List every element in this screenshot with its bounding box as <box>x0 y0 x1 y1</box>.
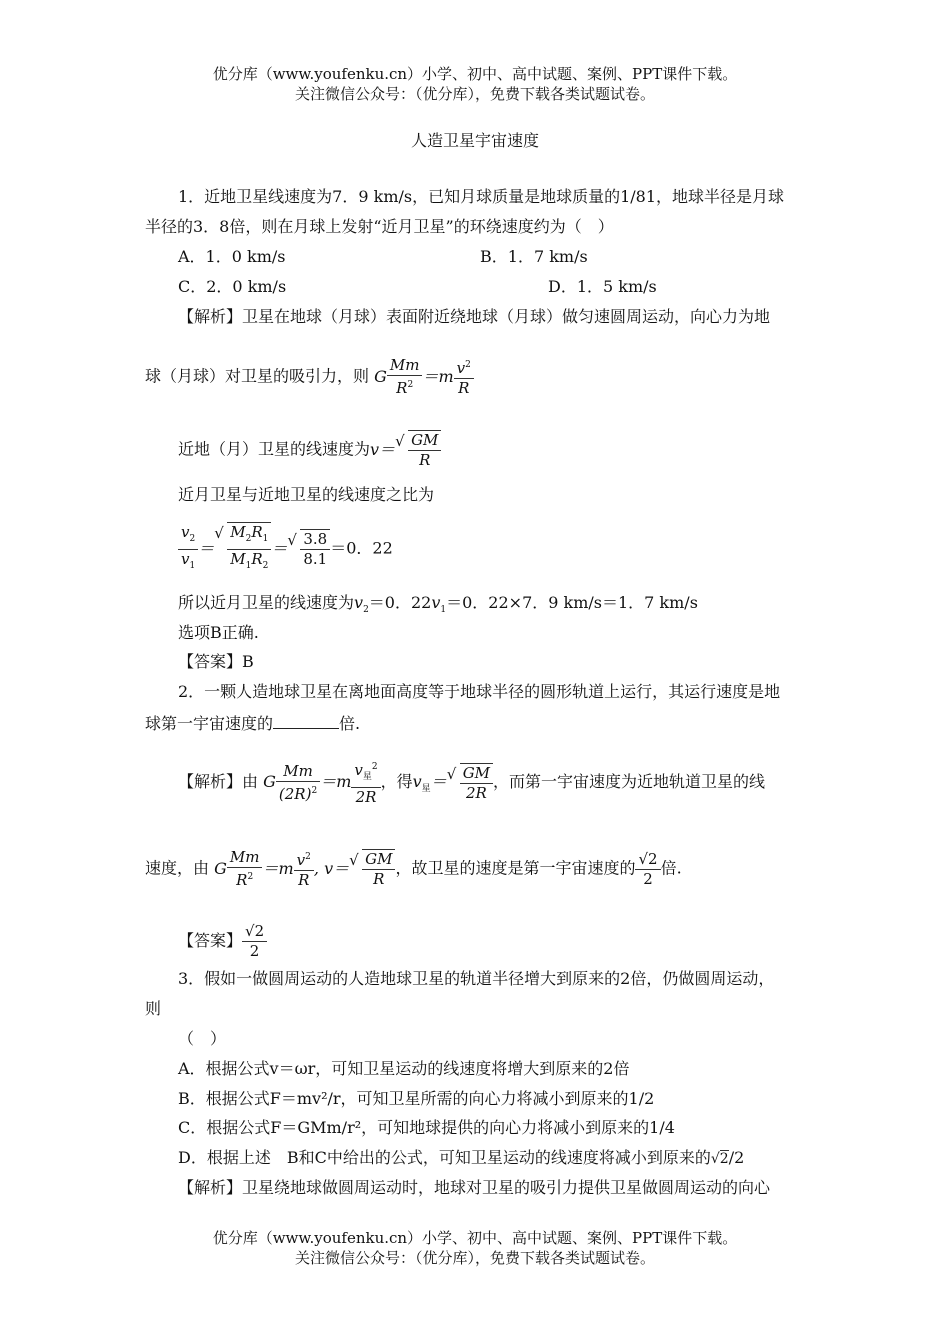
q3-option-c: C．根据公式F＝GMm/r²，可知地球提供的向心力将减小到原来的1/4 <box>178 1118 675 1137</box>
q1-option-c: C．2．0 km/s <box>178 277 287 296</box>
q2-answer-blank <box>273 712 339 729</box>
q1-answer-label: 【答案】 <box>178 652 243 671</box>
q2-analysis-text-2a: 速度，由 <box>145 858 210 878</box>
q1-option-a: A．1．0 km/s <box>178 247 286 266</box>
q1-analysis-text-2: 球（月球）对卫星的吸引力，则 <box>145 366 370 386</box>
q3-analysis-label: 【解析】 <box>178 1178 243 1197</box>
header-line-2: 关注微信公众号：（优分库），免费下载各类试题试卷。 <box>294 85 655 103</box>
q1-analysis-label: 【解析】 <box>178 307 243 326</box>
q1-answer: B <box>242 652 254 671</box>
q3-option-d <box>178 1147 744 1170</box>
q3-sqrt-two: √2 <box>710 1151 729 1167</box>
q3-option-b: B．根据公式F＝mv²/r，可知卫星所需的向心力将减小到原来的1/2 <box>178 1089 655 1108</box>
q1-option-d: D．1．5 km/s <box>548 277 657 296</box>
q1-gravity-equation: G $\frac{Mm}{R^2}$ ＝m $\frac{v^2}{R}$ <box>374 367 474 386</box>
q2-analysis-text-1b: ，得 <box>380 772 413 791</box>
q1-analysis-text-6b: ＝0．22 <box>368 593 432 612</box>
q1-ratio-result: ＝0．22 <box>330 538 393 558</box>
q1-analysis-line-3 <box>178 430 441 470</box>
q3-stem-line-1: 3．假如一做圆周运动的人造地球卫星的轨道半径增大到原来的2倍，仍做圆周运动， <box>178 969 775 988</box>
q1-analysis-line-2 <box>145 356 474 398</box>
q2-analysis-text-1a: 由 <box>242 772 259 791</box>
q2-analysis-line-2 <box>145 848 682 890</box>
q1-analysis-line-7: 选项B正确. <box>178 623 259 642</box>
q2-analysis-text-2c: 倍. <box>660 858 682 878</box>
q2-analysis-line-1 <box>178 758 765 807</box>
q3-paren: （ ） <box>178 1029 227 1048</box>
q3-option-a: A．根据公式v＝ωr，可知卫星运动的线速度将增大到原来的2倍 <box>178 1059 630 1078</box>
q1-analysis-text-6a: 所以近月卫星的线速度为 <box>178 593 355 612</box>
q2-gravity-equation: G $\frac{Mm}{(2R)^2}$ ＝m $\frac{v_星^2}{2R}$ <box>263 772 380 791</box>
q1-option-b: B．1．7 km/s <box>480 247 588 266</box>
q2-stem-text-2b: 倍. <box>339 714 361 733</box>
q3-analysis-line-1 <box>178 1177 770 1199</box>
q1-analysis-line-1 <box>178 306 770 328</box>
q2-stem-text-2a: 球第一宇宙速度的 <box>145 714 274 733</box>
footer-line-1: 优分库（www.youfenku.cn）小学、初中、高中试题、案例、PPT课件下载。 <box>212 1229 738 1247</box>
q1-answer-line <box>178 651 254 673</box>
q3-option-d-end: /2 <box>728 1148 745 1167</box>
q1-stem-line-1: 1．近地卫星线速度为7．9 km/s，已知月球质量是地球质量的1/81，地球半径是月球 <box>178 187 785 206</box>
q1-ratio-formula: $\frac{v_2}{v_1}$ ＝ √ $\frac{M_2R_1}{M_1R_2}$ ＝ √ $\frac{3.8}{8.1}$ <box>178 539 330 558</box>
q3-stem-line-2: 则 <box>145 999 162 1018</box>
q2-ratio-fraction: $\frac{√2}{2}$ <box>635 850 660 889</box>
q1-stem-line-2: 半径的3．8倍，则在月球上发射“近月卫星”的环绕速度约为（ ） <box>145 217 614 236</box>
q3-option-d-text: D．根据上述 B和C中给出的公式，可知卫星运动的线速度将减小到原来的 <box>178 1148 711 1167</box>
q2-analysis-label: 【解析】 <box>178 772 243 791</box>
q1-analysis-text-3: 近地（月）卫星的线速度为 <box>178 439 371 459</box>
q1-analysis-line-4: 近月卫星与近地卫星的线速度之比为 <box>178 485 435 504</box>
header-line-1: 优分库（www.youfenku.cn）小学、初中、高中试题、案例、PPT课件下载。 <box>212 65 738 83</box>
page-title: 人造卫星宇宙速度 <box>410 131 539 150</box>
q2-analysis-text-2b: ，故卫星的速度是第一宇宙速度的 <box>395 858 636 878</box>
q2-first-cosmic-equation: G $\frac{Mm}{R^2}$ ＝m $\frac{v^2}{R}$ , v＝ √ $\frac{GM}{R}$ <box>214 859 395 878</box>
q2-analysis-text-1c: ，而第一宇宙速度为近地轨道卫星的线 <box>493 772 766 791</box>
q2-stem-line-1: 2．一颗人造地球卫星在离地面高度等于地球半径的圆形轨道上运行，其运行速度是地 <box>178 682 781 701</box>
q2-answer-fraction: $\frac{√2}{2}$ <box>242 922 267 961</box>
q2-velocity-formula: $v_星=$ √ $\frac{GM}{2R}$ <box>413 772 493 791</box>
q3-analysis-text-1: 卫星绕地球做圆周运动时，地球对卫星的吸引力提供卫星做圆周运动的向心 <box>242 1178 771 1197</box>
q1-analysis-text-1: 卫星在地球（月球）表面附近绕地球（月球）做匀速圆周运动，向心力为地 <box>242 307 771 326</box>
q1-analysis-text-6c: ＝0．22×7．9 km/s＝1．7 km/s <box>446 593 698 612</box>
q2-answer-line <box>178 922 267 961</box>
q2-stem-line-2 <box>145 712 360 735</box>
footer-line-2: 关注微信公众号：（优分库），免费下载各类试题试卷。 <box>294 1249 655 1267</box>
q1-analysis-line-6: 所以近月卫星的线速度为$v_2=0$．$22v_1=0$．22×7．9 km/s＝1．7 km/s <box>178 593 698 616</box>
q1-velocity-formula: v＝ √ $\frac{GM}{R}$ <box>370 440 441 459</box>
q2-answer-label: 【答案】 <box>178 931 243 950</box>
q1-ratio-line <box>178 522 393 576</box>
